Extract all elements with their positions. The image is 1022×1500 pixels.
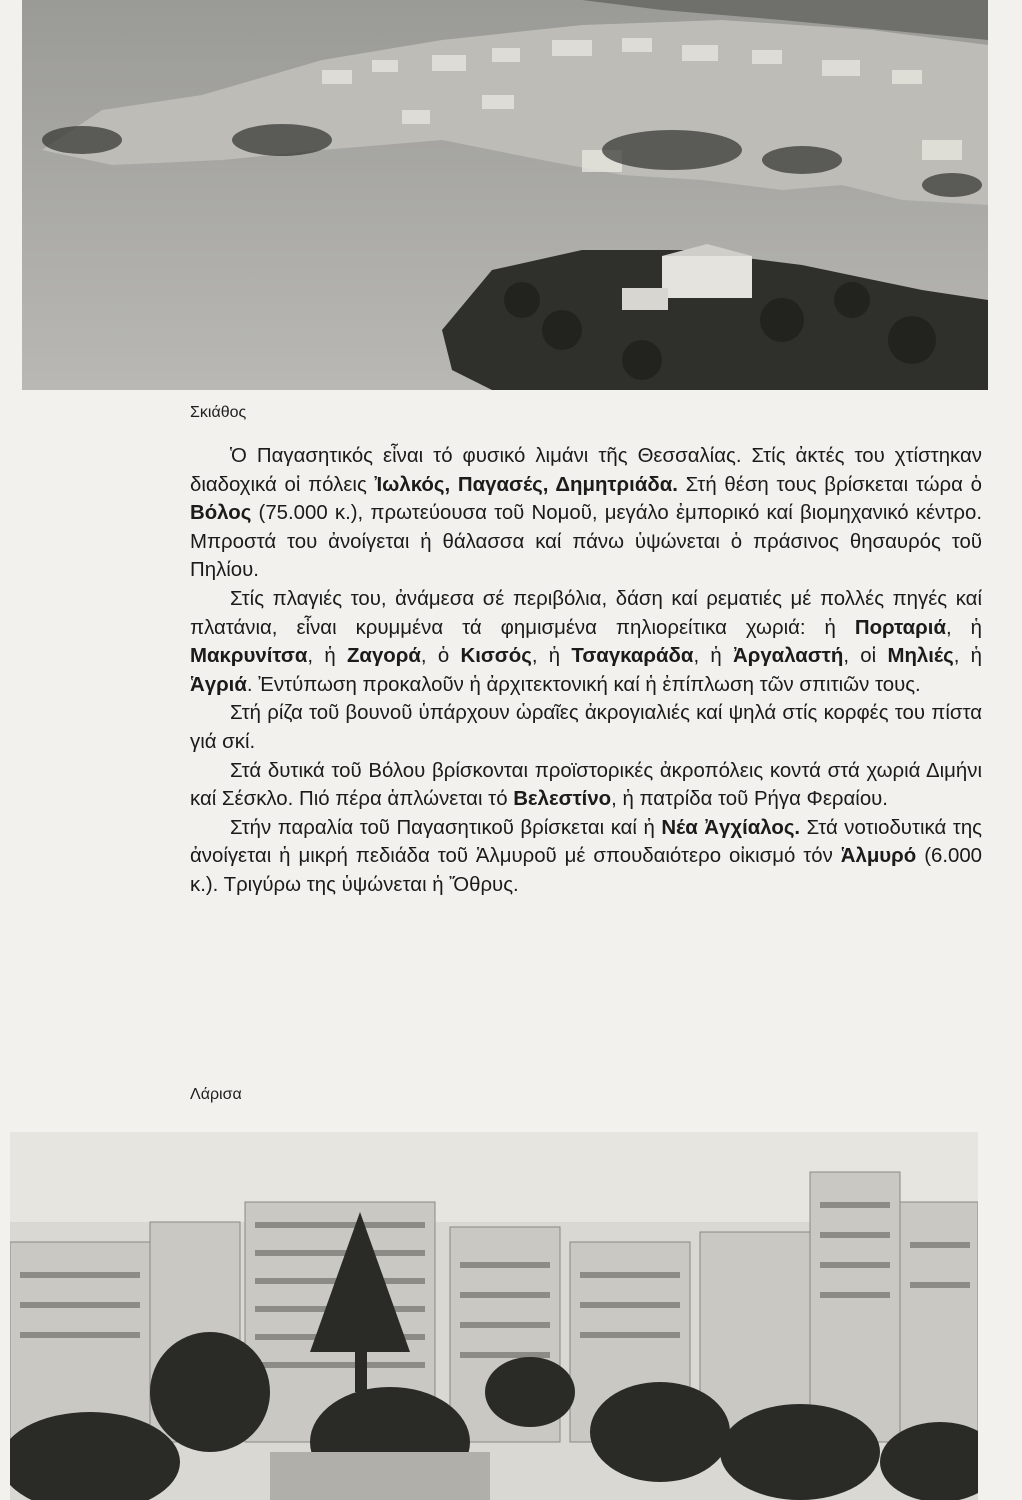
article-paragraph [190, 757, 982, 814]
article-paragraph [190, 442, 982, 585]
text-run: , ἡ [531, 645, 572, 668]
text-run: , ἡ πατρίδα τοῦ Ρήγα Φεραίου. [611, 788, 888, 811]
bold-place-name: Ἰωλκός, Παγασές, Δημητριάδα. [374, 473, 678, 496]
larisa-photo [10, 1132, 978, 1500]
bold-place-name: Κισσός [460, 645, 532, 668]
text-run: Στήν παραλία τοῦ Παγασητικοῦ βρίσκεται καί ἡ [230, 816, 662, 839]
article-paragraph [190, 814, 982, 900]
bold-place-name: Ζαγορά [346, 645, 421, 668]
bold-place-name: Πορταριά [854, 616, 946, 639]
text-run: , ἡ [693, 645, 733, 668]
bold-place-name: Νέα Ἀγχίαλος. [661, 816, 801, 839]
text-run: Στίς πλαγιές του, ἀνάμεσα σέ περιβόλια, δάση καί ρεματιές μέ πολλές πηγές καί πλατάνια, εἶναι κρυμμένα τά φημισμένα πηλιορείτικα χωριά: ἡ [190, 587, 982, 639]
text-run: . Ἐντύπωση προκαλοῦν ἡ ἀρχιτεκτονική καί ἡ ἐπίπλωση τῶν σπιτιῶν τους. [246, 673, 921, 696]
bold-place-name: Βελεστίνο [513, 788, 612, 811]
larisa-caption: Λάρισα [190, 1086, 242, 1103]
text-run: Στά δυτικά τοῦ Βόλου βρίσκονται προϊστορικές ἀκροπόλεις κοντά στά χωριά Διμήνι καί Σέσκλο. Πιό πέρα ἁπλώνεται τό [190, 759, 982, 811]
skiathos-photo [22, 0, 988, 390]
article-body [190, 442, 982, 900]
skiathos-caption: Σκιάθος [190, 404, 247, 421]
text-run: , οἱ [843, 645, 888, 668]
text-run: Ὁ Παγασητικός εἶναι τό φυσικό λιμάνι τῆς Θεσσαλίας. Στίς ἀκτές του χτίστηκαν διαδοχικά οἱ πόλεις [190, 445, 982, 496]
bold-place-name: Μηλιές [887, 645, 954, 668]
text-run: Στή θέση τους βρίσκεται τώρα ὁ [677, 473, 982, 496]
bold-place-name: Μακρυνίτσα [190, 645, 308, 668]
bold-place-name: Ἀργαλαστή [733, 645, 844, 668]
bold-place-name: Ἁγριά [190, 673, 247, 696]
text-run: , ἡ [307, 645, 347, 668]
text-run: , ἡ [953, 645, 982, 668]
bold-place-name: Ἁλμυρό [840, 845, 917, 868]
text-run: , ἡ [946, 616, 982, 639]
bold-place-name: Τσαγκαράδα [571, 645, 694, 668]
article-paragraph [190, 699, 982, 756]
skiathos-photo-image [22, 0, 988, 390]
text-run: (75.000 κ.), πρωτεύουσα τοῦ Νομοῦ, μεγάλο ἐμπορικό καί βιομηχανικό κέντρο. Μπροστά του ἀνοίγεται ἡ θάλασσα καί πάνω ὑψώνεται ὁ πράσινος θησαυρός τοῦ Πηλίου. [190, 502, 982, 582]
article-paragraph [190, 585, 982, 699]
text-run: (6.000 κ.). Τριγύρω της ὑψώνεται ἡ Ὄθρυς. [190, 845, 983, 896]
text-run: Στή ρίζα τοῦ βουνοῦ ὑπάρχουν ὡραῖες ἀκρογιαλιές καί ψηλά στίς κορφές του πίστα γιά σκί. [190, 702, 982, 753]
bold-place-name: Βόλος [190, 502, 252, 525]
text-run: , ὁ [420, 645, 461, 668]
text-run: Στά νοτιοδυτικά της ἀνοίγεται ἡ μικρή πεδιάδα τοῦ Ἁλμυροῦ μέ σπουδαιότερο οἰκισμό τόν [190, 816, 982, 868]
larisa-photo-image [10, 1132, 978, 1500]
